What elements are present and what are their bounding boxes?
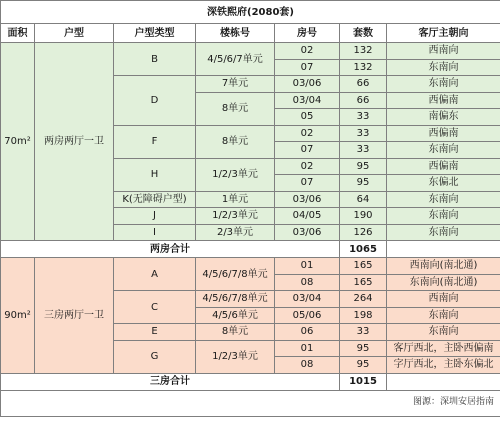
type-cell: H [114,158,196,191]
orientation-cell: 南偏东 [387,109,500,126]
room-cell: 02 [275,158,340,175]
building-cell: 1/2/3单元 [196,340,275,373]
count-cell: 165 [340,274,387,291]
orientation-cell: 西偏南 [387,92,500,109]
subtotal-value: 1065 [340,241,387,258]
building-cell: 1/2/3单元 [196,208,275,225]
building-cell: 8单元 [196,324,275,341]
layout-cell: 三房两厅一卫 [35,258,114,374]
orientation-cell: 西南向 [387,43,500,60]
orientation-cell: 东偏北 [387,175,500,192]
type-cell: E [114,324,196,341]
header-orientation: 客厅主朝向 [387,24,500,43]
header-room: 房号 [275,24,340,43]
room-cell: 06 [275,324,340,341]
orientation-cell: 客厅西北，主卧西偏南 [387,340,500,357]
orientation-cell: 东南向 [387,76,500,93]
building-cell: 7单元 [196,76,275,93]
header-count: 套数 [340,24,387,43]
type-cell: C [114,291,196,324]
room-cell: 03/04 [275,291,340,308]
room-cell: 05/06 [275,307,340,324]
table-title: 深铁熙府(2080套) [1,1,500,24]
type-cell: G [114,340,196,373]
count-cell: 95 [340,340,387,357]
image-source: 图源：深圳安居指南 [1,390,500,416]
count-cell: 132 [340,59,387,76]
building-cell: 1单元 [196,191,275,208]
building-cell: 8单元 [196,125,275,158]
orientation-cell: 东南向 [387,59,500,76]
building-cell: 8单元 [196,92,275,125]
subtotal-row [1,373,500,390]
type-cell: D [114,76,196,126]
header-area: 面积 [1,24,35,43]
type-cell: J [114,208,196,225]
subtotal-blank [387,373,500,390]
orientation-cell: 东南向 [387,324,500,341]
building-cell: 4/5/6/7/8单元 [196,258,275,291]
count-cell: 33 [340,109,387,126]
room-cell: 03/04 [275,92,340,109]
orientation-cell: 西偏南 [387,158,500,175]
count-cell: 264 [340,291,387,308]
count-cell: 126 [340,224,387,241]
orientation-cell: 东南向(南北通) [387,274,500,291]
building-cell: 2/3单元 [196,224,275,241]
count-cell: 33 [340,125,387,142]
orientation-cell: 东南向 [387,224,500,241]
building-cell: 1/2/3单元 [196,158,275,191]
header-type: 户型类型 [114,24,196,43]
room-cell: 07 [275,175,340,192]
count-cell: 165 [340,258,387,275]
room-cell: 07 [275,142,340,159]
count-cell: 95 [340,357,387,374]
type-cell: K(无障碍户型) [114,191,196,208]
subtotal-value: 1015 [340,373,387,390]
count-cell: 64 [340,191,387,208]
count-cell: 33 [340,324,387,341]
count-cell: 198 [340,307,387,324]
subtotal-label: 两房合计 [1,241,340,258]
count-cell: 95 [340,175,387,192]
room-cell: 01 [275,258,340,275]
building-cell: 4/5/6/7单元 [196,43,275,76]
layout-cell: 两房两厅一卫 [35,43,114,241]
orientation-cell: 东南向 [387,191,500,208]
room-cell: 03/06 [275,76,340,93]
area-cell: 70m² [1,43,35,241]
header-row [1,24,500,43]
header-layout: 户型 [35,24,114,43]
room-cell: 05 [275,109,340,126]
subtotal-row [1,241,500,258]
count-cell: 132 [340,43,387,60]
table-row [1,43,500,60]
building-cell: 4/5/6/7/8单元 [196,291,275,308]
orientation-cell: 西南向(南北通) [387,258,500,275]
type-cell: A [114,258,196,291]
room-cell: 03/06 [275,224,340,241]
room-cell: 02 [275,125,340,142]
count-cell: 190 [340,208,387,225]
room-cell: 02 [275,43,340,60]
room-cell: 01 [275,340,340,357]
room-cell: 08 [275,274,340,291]
room-cell: 08 [275,357,340,374]
orientation-cell: 西南向 [387,291,500,308]
header-building: 楼栋号 [196,24,275,43]
count-cell: 95 [340,158,387,175]
area-cell: 90m² [1,258,35,374]
building-cell: 4/5/6单元 [196,307,275,324]
orientation-cell: 东南向 [387,307,500,324]
count-cell: 66 [340,76,387,93]
type-cell: I [114,224,196,241]
count-cell: 66 [340,92,387,109]
count-cell: 33 [340,142,387,159]
subtotal-blank [387,241,500,258]
subtotal-label: 三房合计 [1,373,340,390]
orientation-cell: 东南向 [387,142,500,159]
room-cell: 07 [275,59,340,76]
table-row [1,258,500,275]
room-cell: 04/05 [275,208,340,225]
orientation-cell: 字厅西北，主卧东偏北 [387,357,500,374]
orientation-cell: 东南向 [387,208,500,225]
orientation-cell: 西偏南 [387,125,500,142]
type-cell: B [114,43,196,76]
room-cell: 03/06 [275,191,340,208]
type-cell: F [114,125,196,158]
